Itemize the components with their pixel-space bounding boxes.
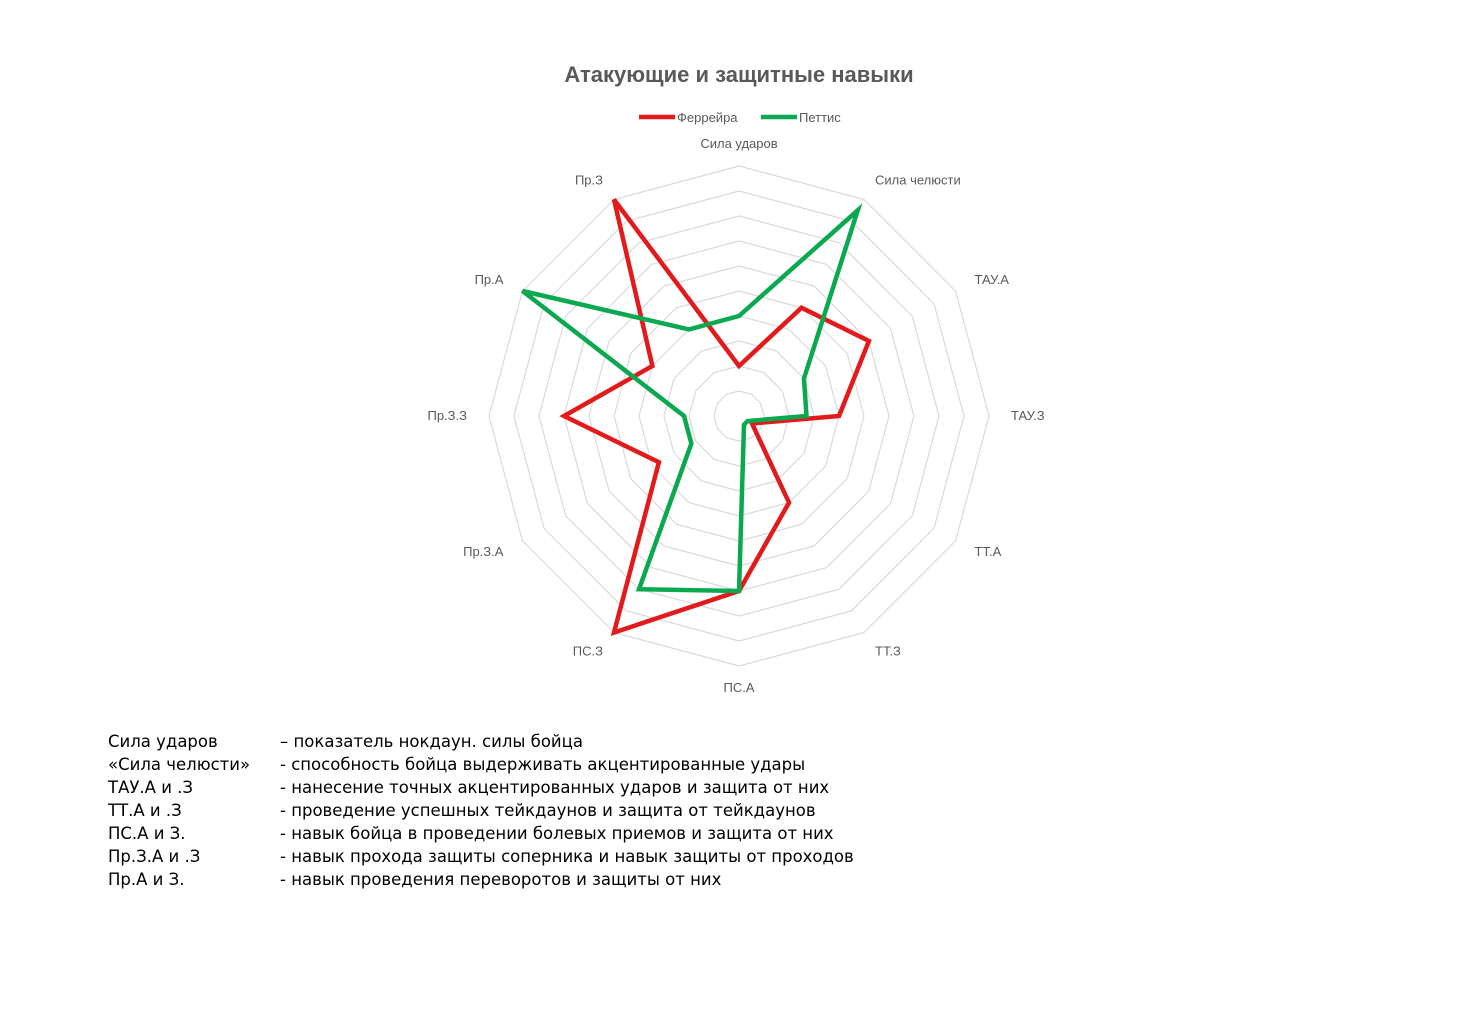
legend-item <box>639 110 738 125</box>
series-lines <box>522 199 868 632</box>
glossary <box>108 730 854 891</box>
chart-legend <box>639 110 841 125</box>
legend-label: Феррейра <box>677 110 738 125</box>
glossary-description: - способность бойца выдерживать акцентированные удары <box>280 755 806 774</box>
legend-item <box>761 110 841 125</box>
glossary-description: - нанесение точных акцентированных ударов и защита от них <box>280 778 830 797</box>
axis-label: ПС.А <box>723 680 755 695</box>
axis-label: Сила ударов <box>700 136 778 151</box>
series-line <box>564 199 869 632</box>
grid-ring <box>689 366 789 466</box>
glossary-row <box>108 753 854 776</box>
axis-label: ТАУ.А <box>974 272 1009 287</box>
glossary-description: - проведение успешных тейкдаунов и защита от тейкдаунов <box>280 801 816 820</box>
glossary-description: - навык прохода защиты соперника и навык защиты от проходов <box>280 847 854 866</box>
axis-label: ТТ.А <box>974 544 1002 559</box>
axis-label: Пр.З <box>574 172 603 188</box>
axis-label: Пр.А <box>474 272 504 287</box>
axis-label: Пр.З.З <box>427 408 467 423</box>
axis-label: Сила челюсти <box>875 172 961 188</box>
glossary-term: ТАУ.А и .З <box>108 778 193 797</box>
glossary-term: «Сила челюсти» <box>108 755 251 774</box>
axis-labels <box>427 136 1044 695</box>
glossary-term: Пр.З.А и .З <box>108 847 201 866</box>
glossary-term: Сила ударов <box>108 732 218 751</box>
axis-label: ТАУ.З <box>1011 408 1045 423</box>
glossary-row <box>108 799 854 822</box>
glossary-row <box>108 868 854 891</box>
glossary-description: – показатель нокдаун. силы бойца <box>280 732 583 751</box>
glossary-row <box>108 845 854 868</box>
glossary-row <box>108 822 854 845</box>
glossary-row <box>108 776 854 799</box>
grid-ring <box>639 316 839 516</box>
series-line <box>522 210 857 591</box>
chart-title: Атакующие и защитные навыки <box>564 62 914 87</box>
glossary-description: - навык проведения переворотов и защиты от них <box>280 870 722 889</box>
axis-label: ТТ.З <box>875 643 901 659</box>
glossary-description: - навык бойца в проведении болевых приемов и защита от них <box>280 824 834 843</box>
glossary-term: Пр.А и З. <box>108 870 185 889</box>
glossary-term: ТТ.А и .З <box>108 801 182 820</box>
legend-label: Петтис <box>799 110 841 125</box>
axis-label: ПС.З <box>572 643 603 659</box>
glossary-term: ПС.А и З. <box>108 824 186 843</box>
axis-label: Пр.З.А <box>463 544 504 559</box>
glossary-row <box>108 730 854 753</box>
